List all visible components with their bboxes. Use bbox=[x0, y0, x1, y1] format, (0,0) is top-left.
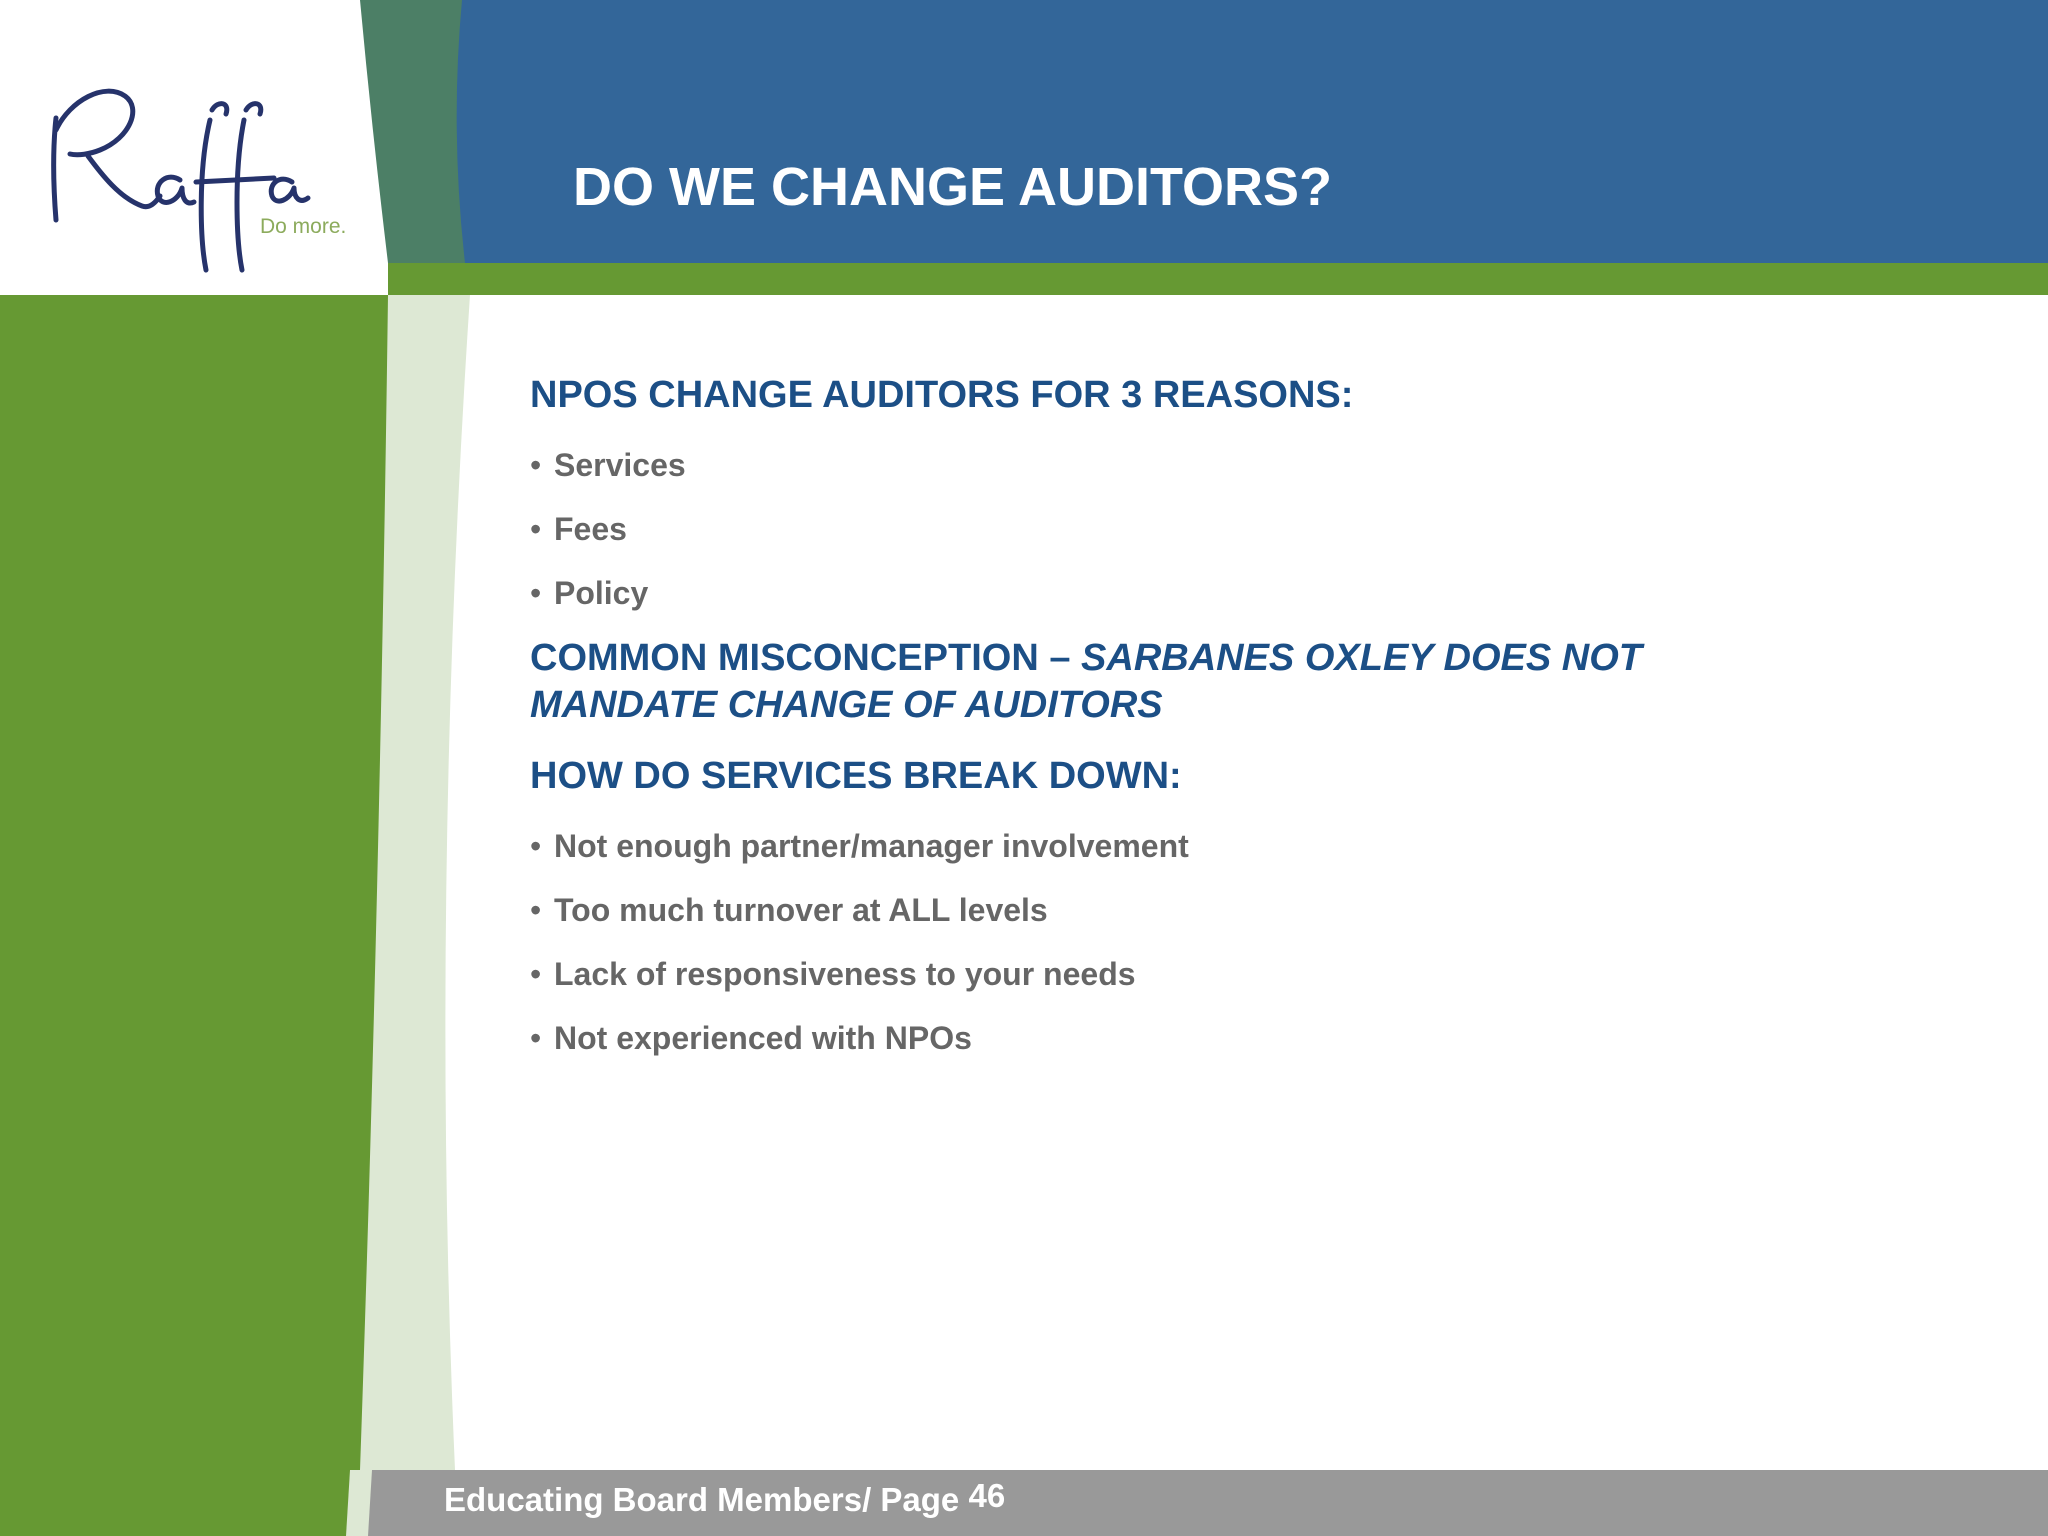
bullet-icon: • bbox=[530, 511, 542, 547]
header-green-stripe bbox=[388, 263, 2048, 295]
list-item bbox=[530, 497, 1770, 561]
bullet-icon: • bbox=[530, 447, 542, 483]
section-heading-reasons: NPOS CHANGE AUDITORS FOR 3 REASONS: bbox=[530, 374, 1354, 416]
list-item-text: Not enough partner/manager involvement bbox=[554, 828, 1189, 864]
bullet-icon: • bbox=[530, 892, 542, 928]
slide-content bbox=[530, 372, 1770, 1070]
list-item bbox=[530, 561, 1770, 625]
list-item bbox=[530, 942, 1770, 1006]
list-item bbox=[530, 814, 1770, 878]
list-item-text: Too much turnover at ALL levels bbox=[554, 892, 1048, 928]
section-heading-services: HOW DO SERVICES BREAK DOWN: bbox=[530, 755, 1182, 797]
page-title: DO WE CHANGE AUDITORS? bbox=[573, 157, 1333, 217]
section-heading-misconception bbox=[530, 635, 1770, 729]
list-item-text: Lack of responsiveness to your needs bbox=[554, 956, 1136, 992]
left-green-panel bbox=[0, 295, 400, 1536]
list-item bbox=[530, 878, 1770, 942]
misconception-label: COMMON MISCONCEPTION – bbox=[530, 637, 1071, 679]
bullet-icon: • bbox=[530, 575, 542, 611]
services-list bbox=[530, 814, 1770, 1070]
list-item-text: Not experienced with NPOs bbox=[554, 1020, 972, 1056]
bullet-icon: • bbox=[530, 828, 542, 864]
bullet-icon: • bbox=[530, 1020, 542, 1056]
footer-label: Educating Board Members/ Page bbox=[444, 1481, 960, 1518]
header-curve bbox=[360, 0, 465, 263]
list-item bbox=[530, 1006, 1770, 1070]
list-item bbox=[530, 433, 1770, 497]
list-item-text: Fees bbox=[554, 511, 627, 547]
misconception-statement: SARBANES OXLEY DOES NOT MANDATE CHANGE OF AUDITORS bbox=[530, 637, 1642, 726]
footer-edge bbox=[346, 1470, 372, 1536]
page-number: 46 bbox=[968, 1477, 1006, 1514]
logo-tagline: Do more. bbox=[260, 215, 347, 238]
footer bbox=[444, 1477, 1006, 1518]
bullet-icon: • bbox=[530, 956, 542, 992]
raffa-logo bbox=[30, 70, 370, 280]
list-item-text: Services bbox=[554, 447, 686, 483]
list-item-text: Policy bbox=[554, 575, 649, 611]
reasons-list bbox=[530, 433, 1770, 625]
header-band bbox=[440, 0, 2048, 263]
